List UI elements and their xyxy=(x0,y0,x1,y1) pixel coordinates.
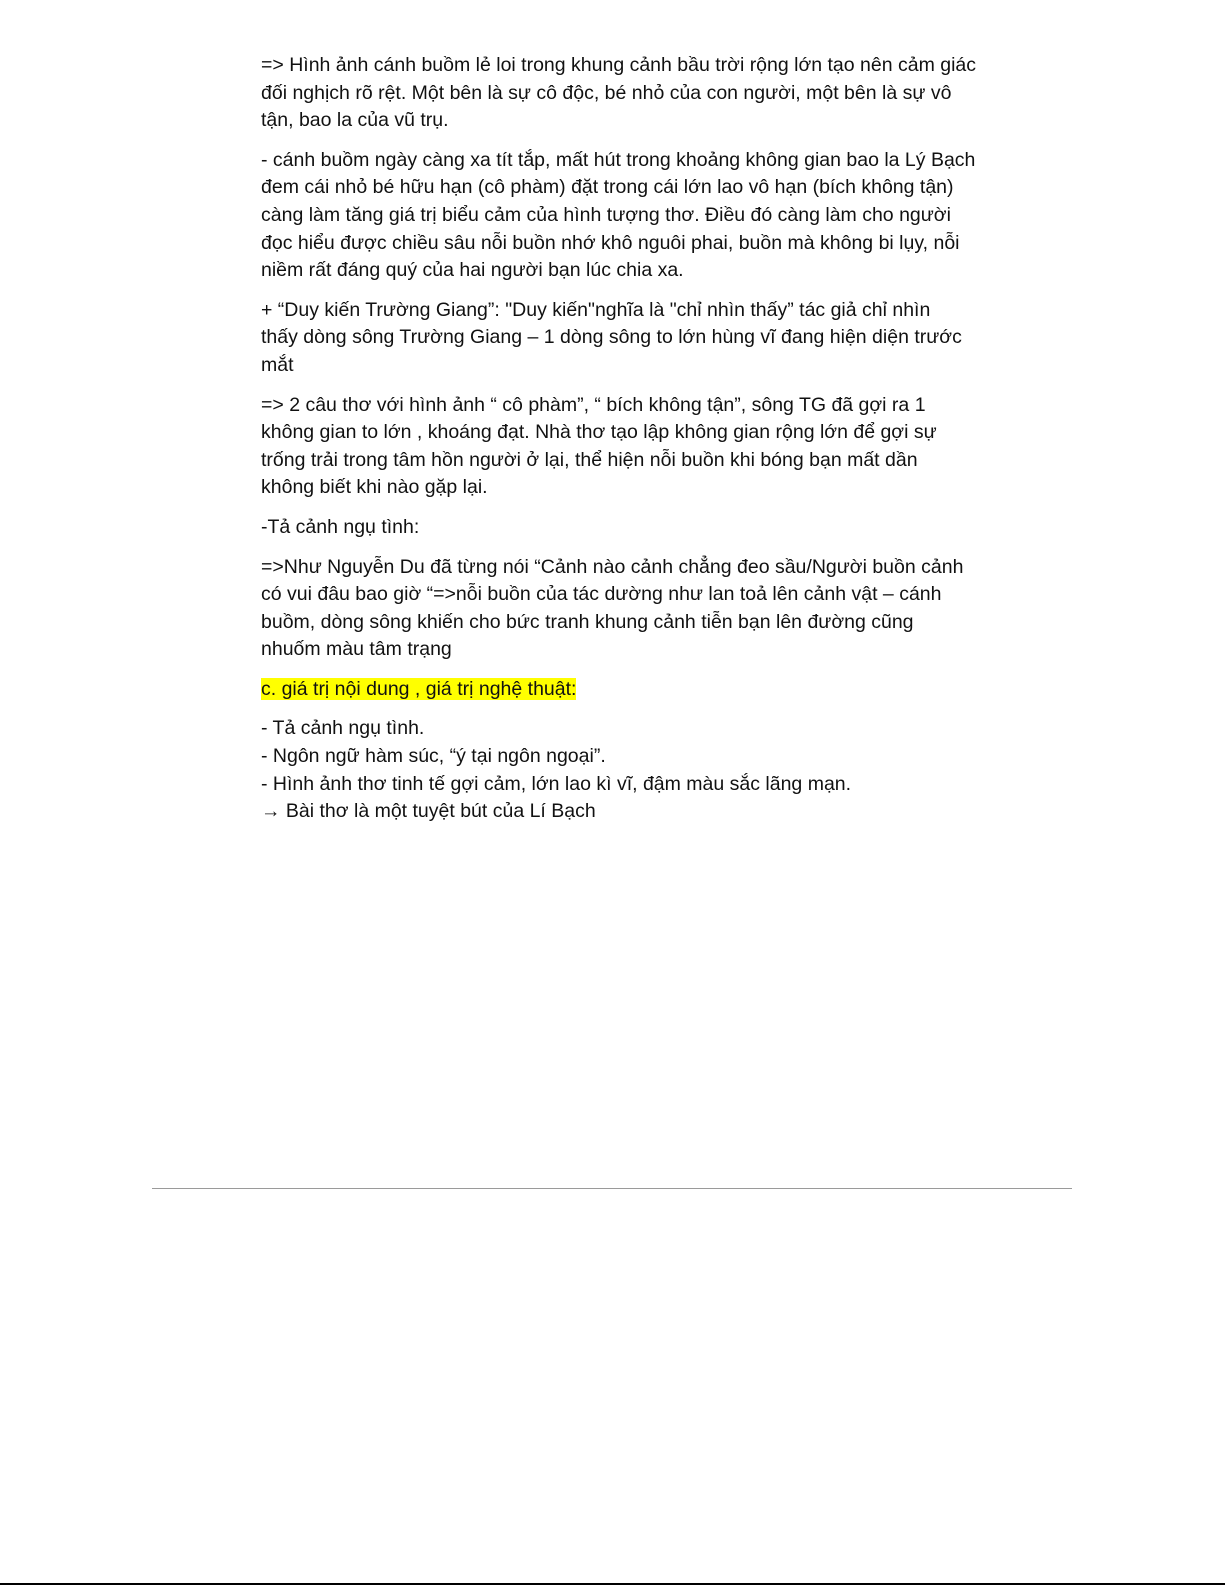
text-line: đem cái nhỏ bé hữu hạn (cô phàm) đặt trong cái lớn lao vô hạn (bích không tận) xyxy=(261,176,954,199)
page-divider xyxy=(152,1188,1072,1189)
section-heading: c. giá trị nội dung , giá trị nghệ thuật: xyxy=(261,677,577,700)
paragraph-6 xyxy=(261,554,971,664)
text-line: niềm rất đáng quý của hai người bạn lúc chia xa. xyxy=(261,259,684,282)
text-line: không gian to lớn , khoáng đạt. Nhà thơ tạo lập không gian rộng lớn để gợi sự xyxy=(261,421,937,444)
text-line: => 2 câu thơ với hình ảnh “ cô phàm”, “ bích không tận”, sông TG đã gợi ra 1 xyxy=(261,393,926,416)
text-line: nhuốm màu tâm trạng xyxy=(261,638,452,661)
paragraph-4 xyxy=(261,392,971,502)
text-line: => Hình ảnh cánh buồm lẻ loi trong khung cảnh bầu trời rộng lớn tạo nên cảm giác xyxy=(261,54,977,76)
text-line: tận, bao la của vũ trụ. xyxy=(261,109,449,132)
text-line: mắt xyxy=(261,353,294,376)
list-item: - Hình ảnh thơ tinh tế gợi cảm, lớn lao kì vĩ, đậm màu sắc lãng mạn. xyxy=(261,772,852,795)
document-body xyxy=(261,52,977,826)
text-line: + “Duy kiến Trường Giang”: "Duy kiến"nghĩa là "chỉ nhìn thấy” tác giả chỉ nhìn xyxy=(261,298,931,321)
paragraph-3 xyxy=(261,297,971,380)
text-line: buồm, dòng sông khiến cho bức tranh khung cảnh tiễn bạn lên đường cũng xyxy=(261,610,914,633)
text-line: đối nghịch rõ rệt. Một bên là sự cô độc, bé nhỏ của con người, một bên là sự vô xyxy=(261,81,952,104)
list-item: - Ngôn ngữ hàm súc, “ý tại ngôn ngoại”. xyxy=(261,745,606,768)
text-line: - cánh buồm ngày càng xa tít tắp, mất hút trong khoảng không gian bao la Lý Bạch xyxy=(261,148,976,171)
text-line: không biết khi nào gặp lại. xyxy=(261,476,488,499)
paragraph-2 xyxy=(261,147,976,285)
paragraph-1 xyxy=(261,52,977,135)
paragraph-5 xyxy=(261,514,971,542)
text-line: trống trải trong tâm hồn người ở lại, thể hiện nỗi buồn khi bóng bạn mất dần xyxy=(261,448,918,471)
text-line: càng làm tăng giá trị biểu cảm của hình tượng thơ. Điều đó càng làm cho người xyxy=(261,203,951,226)
text-line: đọc hiểu được chiều sâu nỗi buồn nhớ khô nguôi phai, buồn mà không bi lụy, nỗi xyxy=(261,231,960,254)
summary-list xyxy=(261,715,971,825)
text-line: có vui đâu bao giờ “=>nỗi buồn của tác dường như lan toả lên cảnh vật – cánh xyxy=(261,583,942,606)
text-line: =>Như Nguyễn Du đã từng nói “Cảnh nào cảnh chẳng đeo sầu/Người buồn cảnh xyxy=(261,555,964,578)
section-heading-paragraph xyxy=(261,676,971,704)
text-line: -Tả cảnh ngụ tình: xyxy=(261,515,420,538)
text-line: thấy dòng sông Trường Giang – 1 dòng sông to lớn hùng vĩ đang hiện diện trước xyxy=(261,326,962,349)
list-item: - Tả cảnh ngụ tình. xyxy=(261,717,425,740)
list-item: → Bài thơ là một tuyệt bút của Lí Bạch xyxy=(261,800,596,823)
